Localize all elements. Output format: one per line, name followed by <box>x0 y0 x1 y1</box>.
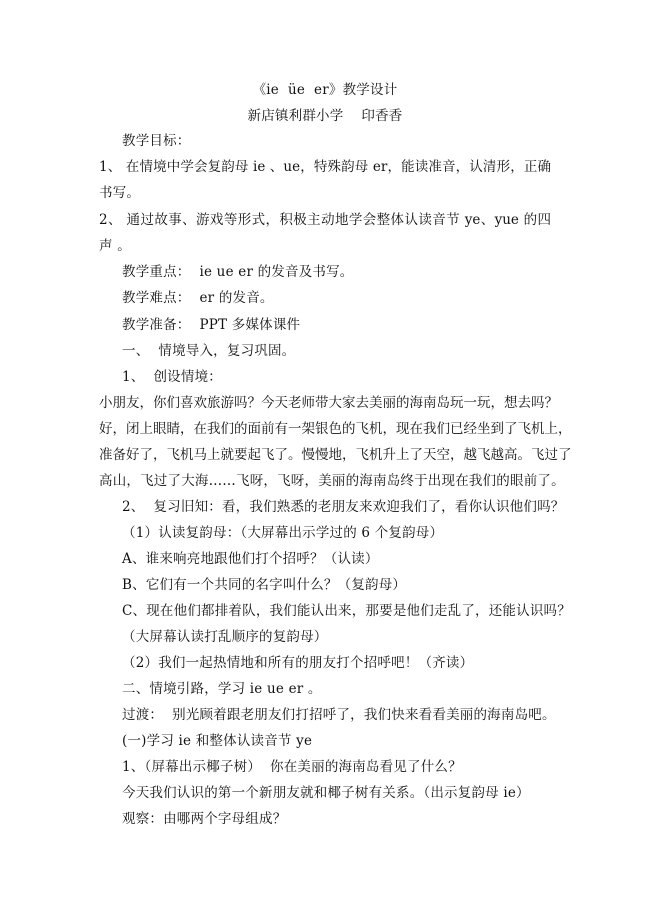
story-line: 好，闭上眼睛，在我们的面前有一架银色的飞机，现在我们已经坐到了飞机上， <box>99 421 572 437</box>
question-b: B、它们有一个共同的名字叫什么？（复韵母） <box>122 577 407 593</box>
section-1-heading: 一、 情境导入，复习巩固。 <box>122 343 296 359</box>
goal-1-line-1: 1、 在情境中学会复韵母 ie 、ue，特殊韵母 er，能读准音，认清形，正确 <box>99 159 551 175</box>
transition: 过渡： 别光顾着跟老朋友们打招呼了，我们快来看看美丽的海南岛吧。 <box>122 707 556 723</box>
section-2-heading: 二、情境引路，学习 ie ue er 。 <box>122 681 322 697</box>
observe: 观察：由哪两个字母组成？ <box>122 811 287 827</box>
goal-2-line-1: 2、 通过故事、游戏等形式，积极主动地学会整体认读音节 ye、yue 的四 <box>99 212 551 228</box>
key-point: 教学重点： ie ue er 的发音及书写。 <box>122 264 354 280</box>
goals-heading: 教学目标： <box>122 133 191 149</box>
sub-step-1: （1）认读复韵母：（大屏幕出示学过的 6 个复韵母） <box>122 525 444 541</box>
step-1: 1、 创设情境： <box>122 369 222 385</box>
part-1-intro: 今天我们认识的第一个新朋友就和椰子树有关系。（出示复韵母 ie） <box>122 785 530 801</box>
step-2: 2、 复习旧知：看，我们熟悉的老朋友来欢迎我们了，看你认识他们吗？ <box>122 499 565 515</box>
author-line: 新店镇利群小学 印香香 <box>247 108 403 124</box>
question-c-note: （大屏幕认读打乱顺序的复韵母） <box>122 629 328 645</box>
question-a: A、谁来响亮地跟他们打个招呼？（认读） <box>122 551 379 567</box>
document-title: 《ie üe er》教学设计 <box>252 82 398 98</box>
sub-step-2: （2）我们一起热情地和所有的朋友打个招呼吧！（齐读） <box>122 655 474 671</box>
question-c: C、现在他们都排着队，我们能认出来，那要是他们走乱了，还能认识吗？ <box>122 603 571 619</box>
part-1-step-1: 1、（屏幕出示椰子树） 你在美丽的海南岛看见了什么？ <box>122 759 462 775</box>
goal-2-line-2: 声 。 <box>99 238 131 254</box>
part-1-heading: (一)学习 ie 和整体认读音节 ye <box>122 733 313 749</box>
difficulty: 教学难点： er 的发音。 <box>122 290 274 306</box>
goal-1-line-2: 书写。 <box>99 185 141 201</box>
preparation: 教学准备： PPT 多媒体课件 <box>122 317 301 333</box>
story-line: 准备好了，飞机马上就要起飞了。慢慢地，飞机升上了天空，越飞越高。飞过了 <box>99 447 572 463</box>
story-line: 高山，飞过了大海……飞呀，飞呀，美丽的海南岛终于出现在我们的眼前了。 <box>99 473 565 489</box>
story-line: 小朋友，你们喜欢旅游吗？今天老师带大家去美丽的海南岛玩一玩，想去吗？ <box>99 395 558 411</box>
